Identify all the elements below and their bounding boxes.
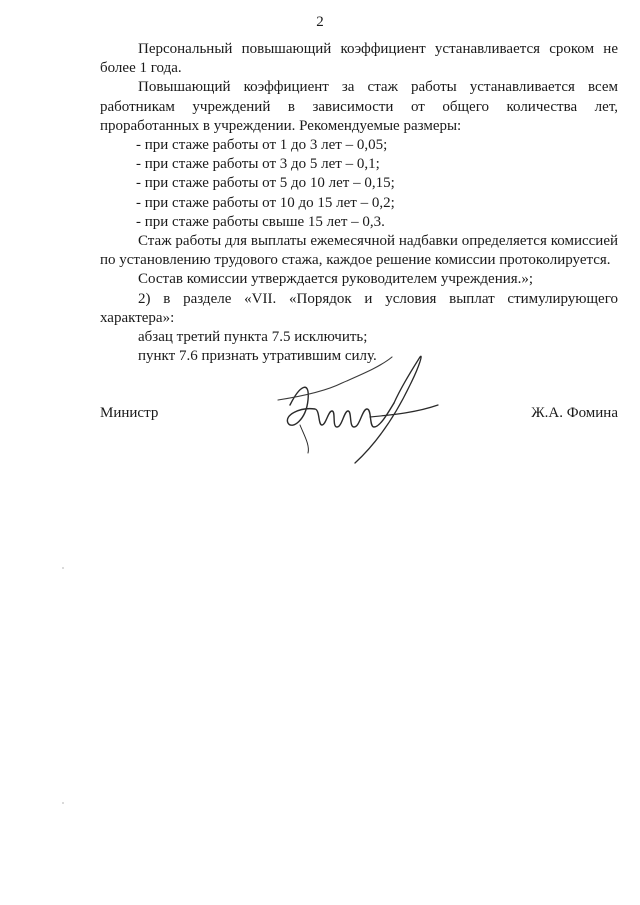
paragraph: Состав комиссии утверждается руководителем учреждения.»;: [138, 271, 534, 288]
page-number: 2: [316, 14, 324, 30]
list-item: - при стаже работы от 3 до 5 лет – 0,1;: [136, 156, 380, 173]
list-item: - при стаже работы от 5 до 10 лет – 0,15;: [136, 175, 395, 192]
paragraph: Повышающий коэффициент за стаж работы устанавливается всем работникам учреждений в зависимости от общего количества лет, проработанных в учреждении. Рекомендуемые размеры:: [100, 79, 618, 134]
document-body: [100, 40, 618, 366]
paragraph: 2) в разделе «VII. «Порядок и условия выплат стимулирующего характера»:: [100, 290, 618, 326]
list-item: - при стаже работы от 1 до 3 лет – 0,05;: [136, 137, 388, 154]
list-item: - при стаже работы от 10 до 15 лет – 0,2;: [136, 194, 395, 211]
paragraph: пункт 7.6 признать утратившим силу.: [138, 348, 377, 365]
paragraph: Персональный повышающий коэффициент устанавливается сроком не более 1 года.: [100, 41, 618, 77]
list-item: - при стаже работы свыше 15 лет – 0,3.: [136, 213, 385, 230]
paragraph: Стаж работы для выплаты ежемесячной надбавки определяется комиссией по установлению трудового стажа, каждое решение комиссии протоколируется.: [100, 233, 618, 269]
handwritten-signature: [270, 345, 440, 475]
scan-speck: [62, 802, 64, 804]
scan-speck: [62, 567, 64, 569]
paragraph: абзац третий пункта 7.5 исключить;: [138, 329, 368, 346]
signer-name: Ж.А. Фомина: [531, 405, 618, 421]
signer-title: Министр: [100, 405, 159, 421]
